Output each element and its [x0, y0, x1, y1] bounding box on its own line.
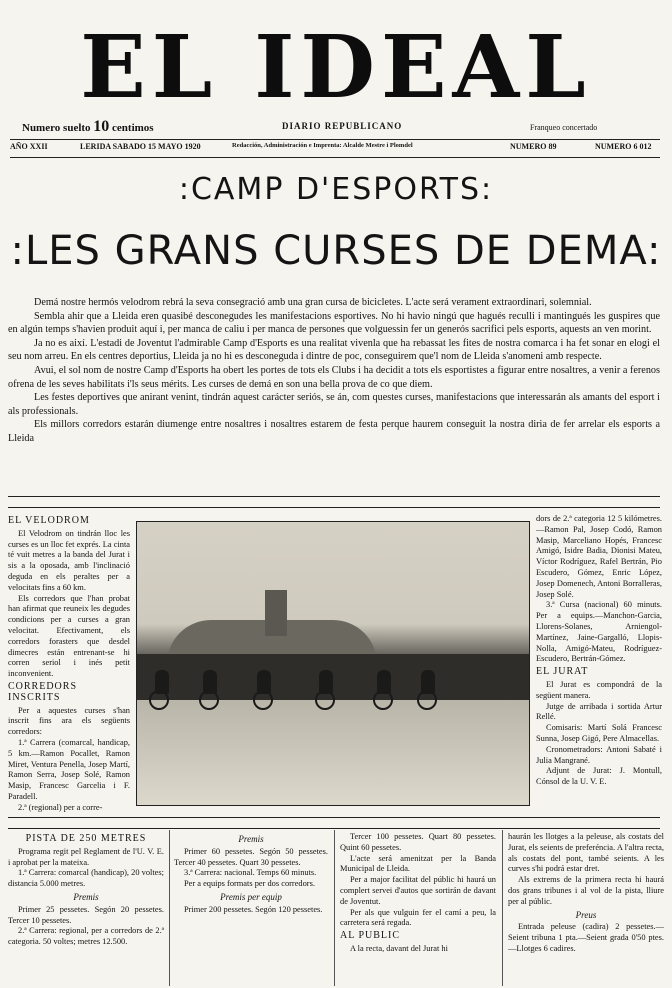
paragraph: Primer 60 pessetes. Segón 50 pessetes. Tercer 40 pessetes. Quart 30 pessetes.: [174, 846, 328, 867]
photo-wheel: [253, 690, 273, 710]
section-heading: EL JURAT: [536, 666, 589, 678]
paragraph: Programa regit pel Reglament de l'U. V. E. i aprobat per la mateixa.: [8, 846, 164, 867]
paragraph: Entrada peleuse (cadira) 2 pessetes.—Seient tribuna 1 pta.—Seient grada 0'50 ptes.—Llotges 6 cadires.: [508, 922, 664, 953]
divider: [10, 139, 660, 140]
paragraph: Als extrems de la primera recta hi haurá dos grans tribunes i al vol de la pista, lliure per al públic.: [508, 875, 664, 906]
subheading: Premis per equip: [220, 891, 282, 902]
paragraph: El Jurat es compondrá de la següent manera.: [536, 679, 662, 700]
paragraph: Per a equips formats per dos corredors.: [184, 879, 315, 889]
headline-camp-desports: :CAMP D'ESPORTS:: [178, 172, 494, 207]
price-label: Numero suelto: [22, 122, 91, 134]
headline-grans-curses: :LES GRANS CURSES DE DEMA:: [10, 228, 662, 274]
photo-wheel: [199, 690, 219, 710]
intro-paragraph: Avui, el sol nom de nostre Camp d'Esports ha obert les portes de tots els Clubs i ha decidit a tots els esportistes a figurar entre nosaltres, a venir a ferenos ofrena de les seves habilitats i'ls seus mérits. Les curses de demá en son una bella prova de co que diem.: [8, 364, 660, 390]
paragraph: Primer 25 pessetes. Segón 20 pessetes. Tercer 10 pessetes.: [8, 904, 164, 925]
ornament-divider: [8, 496, 660, 508]
column-rule: [169, 830, 170, 986]
franqueo-note: Franqueo concertado: [530, 123, 598, 132]
column-rule: [502, 830, 503, 986]
section-heading: PISTA DE 250 METRES: [25, 833, 147, 844]
paragraph: Comisaris: Martí Solá Francesc Sunna, Josep Gigó, Pere Almacellas.: [536, 723, 662, 743]
paragraph: Adjunt de Jurat: J. Montull, Cónsol de la U. V. E.: [536, 766, 662, 787]
paragraph: 3.ª Cursa (nacional) 60 minuts. Per a equips.—Manchon-Garcia, Llorens-Solanes, Arniengol-Martínez, Jaine-Gargalló, Llopis-Nolla, Amigó-Mateu, Rodríguez-Escudero, Bertrán-Gómez.: [536, 600, 662, 664]
ornament-divider: [8, 817, 660, 829]
paragraph: Per a major facilitat del públic hi haurá un complert servei d'autos que sortirán de davant de Joventut.: [340, 875, 496, 906]
photo-tower: [265, 590, 287, 636]
paragraph: Primer 200 pessetes. Segón 120 pessetes.: [184, 904, 323, 914]
paragraph: A la recta, davant del Jurat hi: [350, 943, 448, 953]
paragraph: haurán les llotges a la peleuse, als costats del Jurat, els seients de preferéncia. A l'altra recta, als costats del pont, també seients. A les curves s'hi podrá estar dret.: [508, 832, 664, 874]
photo-wheel: [417, 690, 437, 710]
info-bar: [10, 142, 660, 154]
right-column: [536, 514, 662, 812]
divider: [10, 157, 660, 158]
paragraph: 1.ª Carrera: comarcal (handicap), 20 voltes; distancia 5.000 metres.: [8, 868, 164, 889]
bottom-column-1: [8, 832, 164, 986]
paragraph: 1.ª Carrera (comarcal, handicap, 5 km.—Ramon Pocallet, Ramon Miret, Ventura Penella, Josep Martí, Ramon Serra, Josep Solé, Ramon Masip, Francesc Garcelia i F. Paradell.: [8, 737, 130, 801]
column-rule: [334, 830, 335, 986]
paragraph: 3.ª Carrera: nacional. Temps 60 minuts.: [184, 868, 317, 878]
intro-paragraph: Ja no es així. L'estadi de Joventut l'admirable Camp d'Esports es una realitat vivenla que ha rebassat les fites de nostra comarca i ha fet sonar en elogi el seu nom arreu. En els centres deportius, Lleida ja no hi es desconeguda i dintre de poc, conseguirem que'l nom de Lleida s'anomeni amb respecte.: [8, 337, 660, 363]
paragraph: dors de 2.ª categoria 12 5 kilómetres.—Ramon Pal, Josep Codó, Ramon Masip, Marceliano Hopés, Francesc Amigó, Isidre Badia, Dionisi Mateu, Víctor Rodríguez, Rafel Bertrán, Pio Escudero, Gómez, Enric López, Josep Domenech, Antoni Borralleras, Josep Solé.: [536, 514, 662, 599]
velodrome-photo: [136, 521, 530, 806]
address-label: Redacción, Administración e Imprenta: Alcalde Mestre i Plomdel: [232, 142, 413, 149]
left-column: [8, 514, 130, 812]
section-heading: CORREDORS INSCRITS: [8, 680, 78, 703]
masthead-title: EL IDEAL: [80, 17, 592, 118]
section-heading: AL PUBLIC: [340, 930, 401, 942]
photo-wheel: [149, 690, 169, 710]
intro-article: [8, 296, 660, 446]
issue-number: NUMERO 89: [510, 142, 557, 151]
date-label: LERIDA SABADO 15 MAYO 1920: [80, 142, 201, 151]
intro-paragraph: Les festes deportives que anirant venint, tindrán aquest carácter seriós, se án, com questes curses, manifestacions que interessarán als amants del esport i als professionals.: [8, 392, 660, 417]
price-unit: centimos: [112, 122, 154, 134]
photo-wheel: [373, 690, 393, 710]
paragraph: 2.ª (regional) per a corre-: [18, 802, 103, 812]
price-line: [22, 118, 154, 136]
intro-paragraph: Sembla ahir que a Lleida eren quasibé desconegudes les manifestacions esportives. No hi havio ningú que hagués reculli i mantingués les guspires que en algún temps s'havien produit aquí i, per manca de caliu i per manca de persones que volguessin fer un generós sacrifici pels esports, aquests an ven morint.: [8, 310, 660, 336]
paragraph: El Velodrom on tindrán lloc les curses es un lloc fet exprés. La cinta té vuit metres a la banda del Jurat i sis a la oposada, amb l'inclinació deguda en els peraltes per a velocitats fins a 60 km.: [8, 528, 130, 592]
paragraph: Cronometradors: Antoni Sabaté i Julia Mangrané.: [536, 744, 662, 765]
paragraph: Per a aquestes curses s'han inscrit fins ara els següents corredors:: [8, 705, 130, 737]
section-heading: EL VELODROM: [8, 515, 90, 526]
paragraph: Els corredors que l'han probat han afirmat que reuneix les degudes condicions per a curses a gran velocitat. Efectivament, els corredors forasters que desdel dimecres están entrenant-se hi corren seriol i inés petit inconvenient.: [8, 593, 130, 679]
bottom-column-4: [508, 832, 664, 986]
paragraph: 2.ª Carrera: regional, per a corredors de 2.ª categoria. 50 voltes; metres 12.500.: [8, 926, 164, 947]
total-number: NUMERO 6 012: [595, 142, 652, 151]
year-label: AÑO XXII: [10, 142, 48, 151]
subheading: Premis: [73, 891, 99, 902]
price-value: 10: [93, 118, 110, 135]
intro-paragraph: Els millors corredors estarán diumenge entre nosaltres i nosaltres estarem de festa perque haurem conseguit la nostra diria de fer arrelar els esports a Lleida: [8, 419, 660, 444]
subheading: Preus: [575, 909, 597, 920]
paragraph: L'acte será amenitzat per la Banda Municipal de Lleida.: [340, 853, 496, 874]
bottom-column-3: [340, 832, 496, 986]
paragraph: Jutge de arribada i sortida Artur Rellé.: [536, 701, 662, 722]
intro-paragraph: Demá nostre hermós velodrom rebrá la seva consegració amb una gran cursa de bicicletes. L'acte será verament extraordinari, solemnial.: [34, 297, 592, 308]
photo-wheel: [315, 690, 335, 710]
paragraph: Tercer 100 pessetes. Quart 80 pessetes. Quint 60 pessetes.: [340, 832, 496, 852]
bottom-column-2: [174, 832, 328, 986]
subheading: Premis: [238, 834, 264, 844]
masthead-subtitle: DIARIO REPUBLICANO: [282, 121, 403, 131]
paragraph: Per als que vulguin fer el camí a peu, la carretera será regada.: [340, 907, 496, 928]
